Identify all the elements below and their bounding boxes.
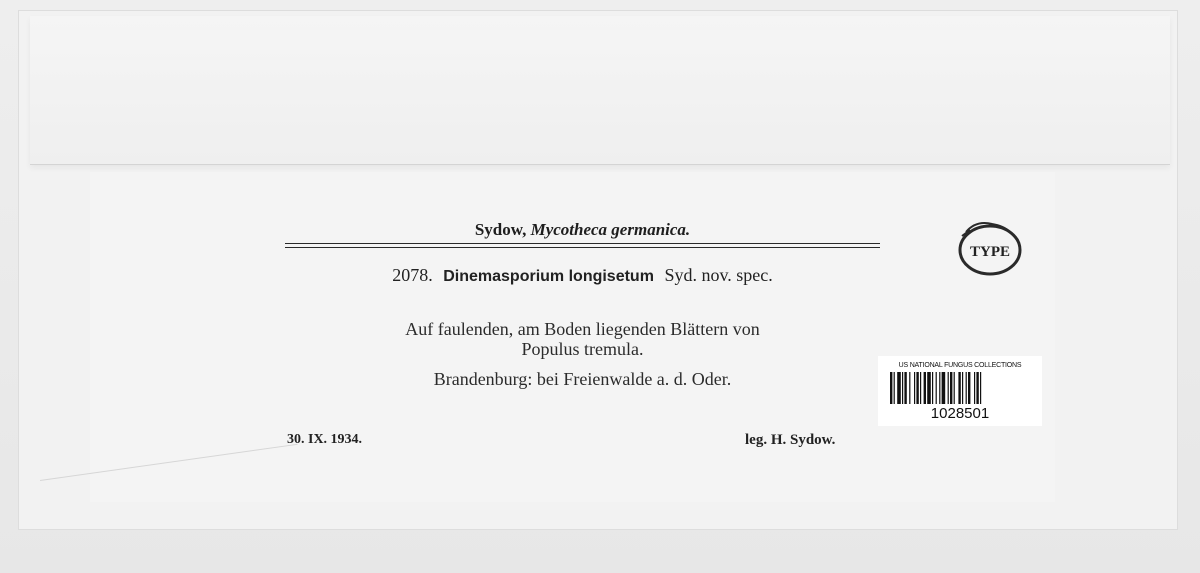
- barcode-bar: [980, 372, 981, 404]
- header-rule-top: [285, 243, 880, 244]
- envelope-flap: [30, 16, 1170, 165]
- barcode-bar: [916, 372, 918, 404]
- barcode-bar: [914, 372, 915, 404]
- type-stamp-icon: [952, 218, 1026, 276]
- species-line: [285, 265, 880, 286]
- header-rule-bottom: [285, 247, 880, 248]
- barcode-label: [878, 356, 1042, 426]
- barcode-bar: [958, 372, 960, 404]
- barcode-bar: [954, 372, 955, 404]
- barcode-bar: [897, 372, 901, 404]
- barcode-bar: [962, 372, 963, 404]
- series-author: Sydow,: [474, 220, 527, 239]
- barcode-icon: [890, 372, 1030, 404]
- barcode-bar: [890, 372, 892, 404]
- barcode-caption: US NATIONAL FUNGUS COLLECTIONS: [898, 362, 1022, 369]
- barcode-bar: [976, 372, 978, 404]
- barcode-bar: [948, 372, 949, 404]
- barcode-bar: [894, 372, 895, 404]
- exsiccata-number: 2078.: [392, 265, 433, 285]
- series-header: [285, 220, 880, 240]
- barcode-bar: [974, 372, 975, 404]
- substrate-line-2: Populus tremula.: [521, 339, 644, 359]
- barcode-bar: [924, 372, 926, 404]
- barcode-bar: [927, 372, 931, 404]
- barcode-bar: [909, 372, 910, 404]
- locality-line: Brandenburg: bei Freienwalde a. d. Oder.: [433, 369, 732, 389]
- barcode-bar: [966, 372, 967, 404]
- substrate-line-1: Auf faulenden, am Boden liegenden Blättern von: [405, 319, 760, 339]
- series-title: Mycotheca germanica.: [530, 220, 691, 239]
- barcode-bar: [968, 372, 970, 404]
- barcode-bar: [939, 372, 940, 404]
- collection-date: 30. IX. 1934.: [287, 432, 363, 447]
- barcode-bar: [920, 372, 921, 404]
- barcode-bar: [936, 372, 937, 404]
- type-stamp-text: TYPE: [969, 244, 1011, 260]
- barcode-number: 1028501: [930, 405, 990, 422]
- taxon-authority: Syd. nov. spec.: [664, 265, 773, 285]
- barcode-bar: [904, 372, 906, 404]
- barcode-bar: [942, 372, 946, 404]
- barcode-bar: [902, 372, 903, 404]
- collector: leg. H. Sydow.: [745, 432, 836, 448]
- barcode-bar: [932, 372, 933, 404]
- barcode-bar: [950, 372, 952, 404]
- taxon-name: Dinemasporium longisetum: [443, 268, 654, 285]
